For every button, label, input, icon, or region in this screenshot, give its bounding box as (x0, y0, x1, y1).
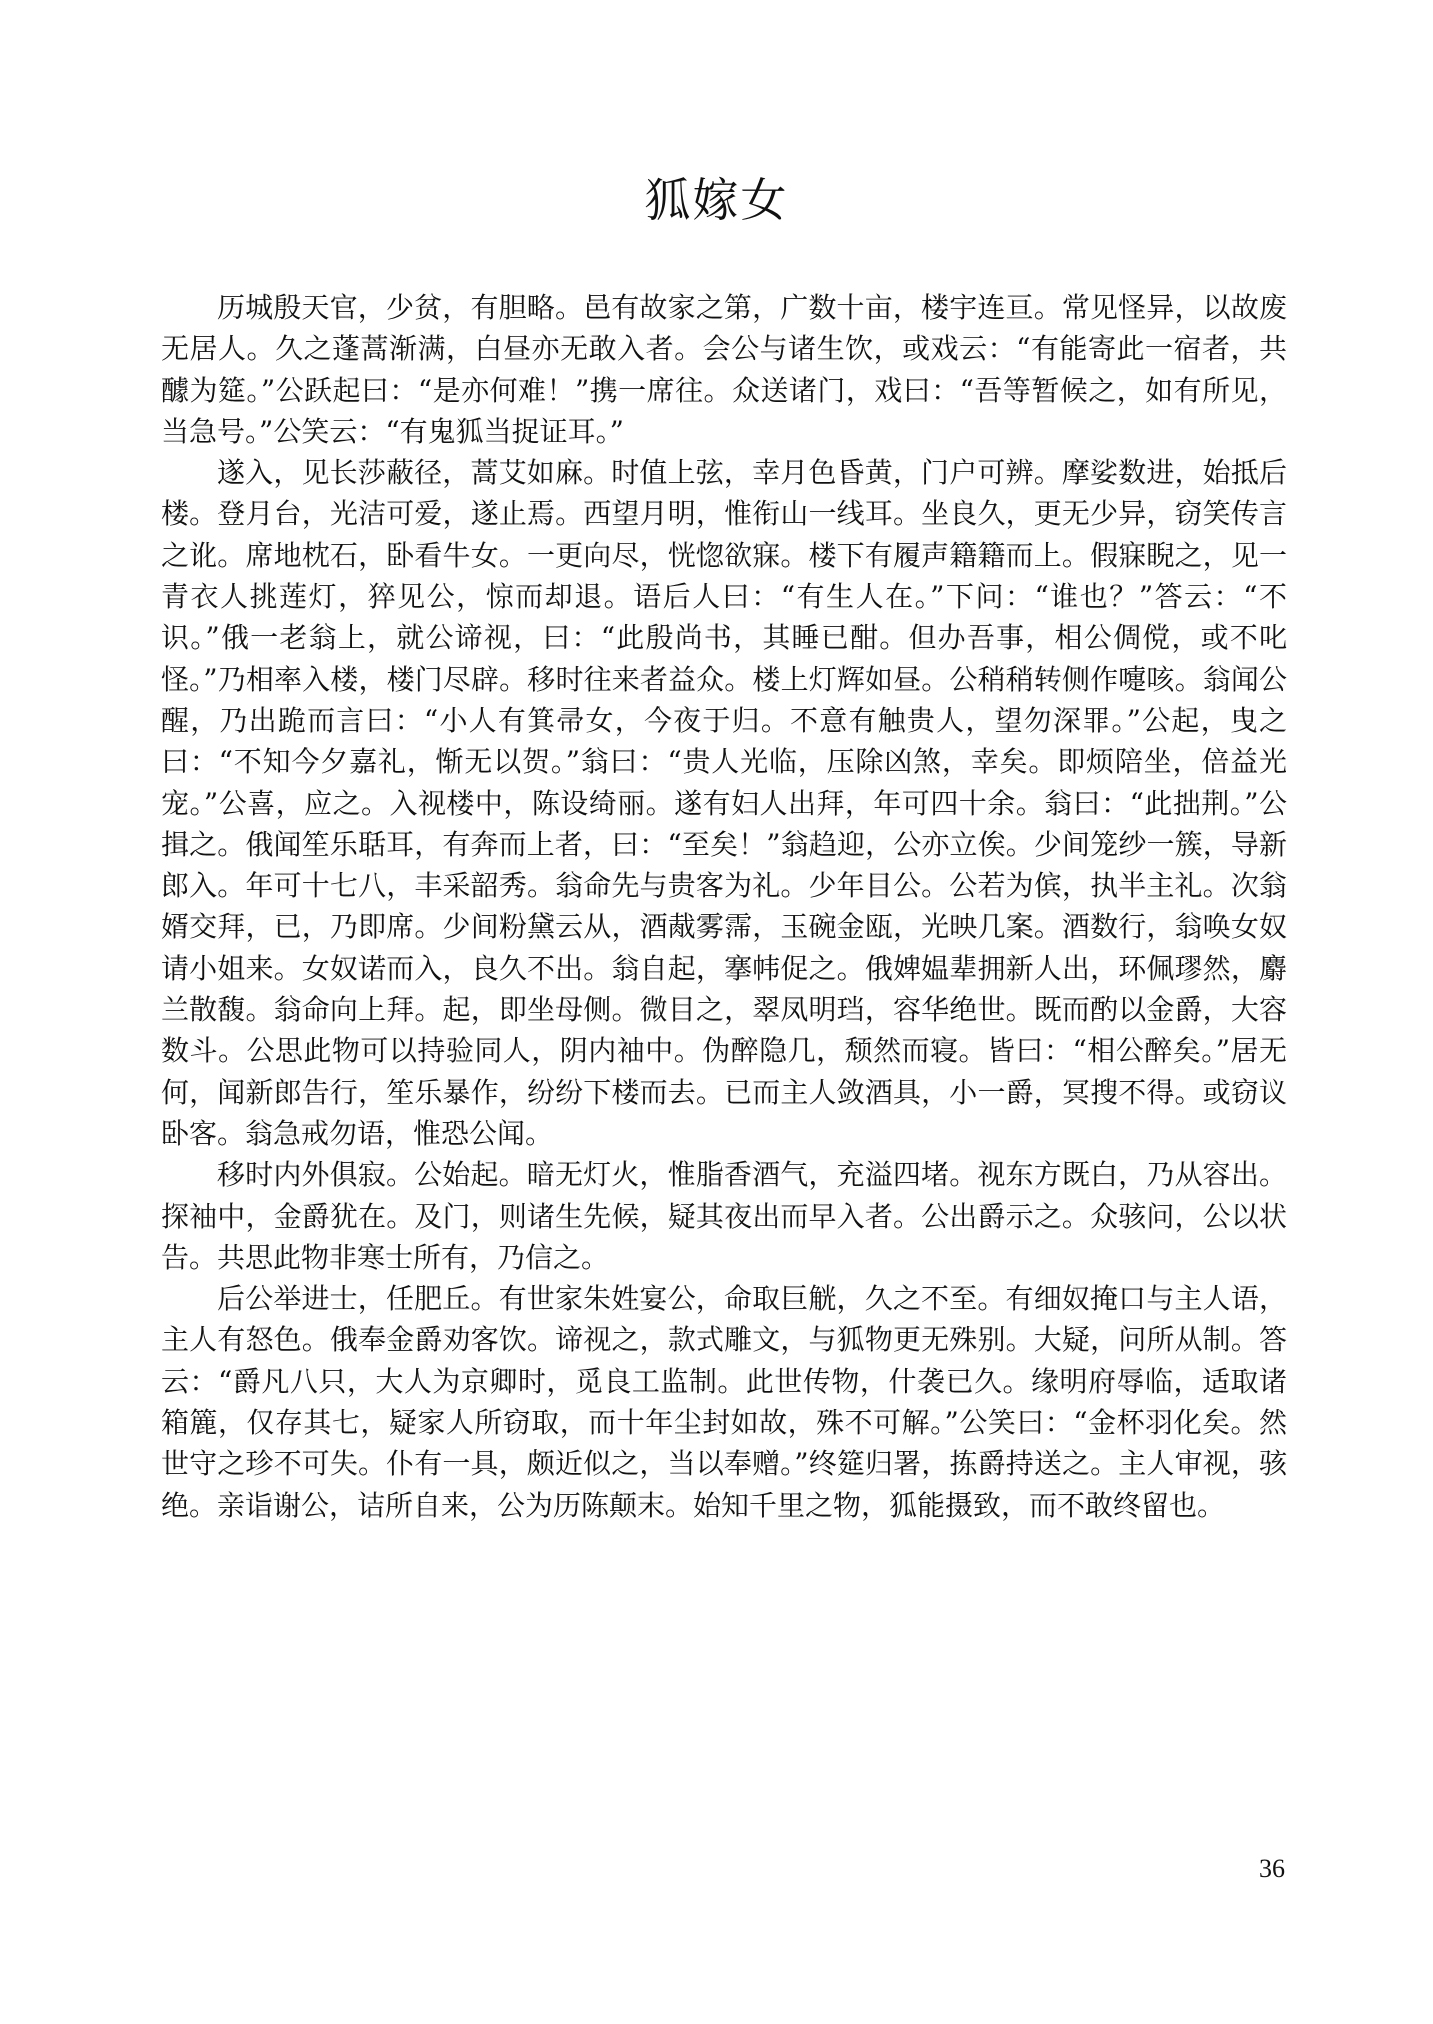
page-number: 36 (1259, 1854, 1285, 1883)
paragraph-4: 后公举进士，任肥丘。有世家朱姓宴公，命取巨觥，久之不至。有细奴掩口与主人语，主人有怒色。俄奉金爵劝客饮。谛视之，款式雕文，与狐物更无殊别。大疑，问所从制。答云：“爵凡八只，大人为京卿时，觅良工监制。此世传物，什袭已久。缘明府辱临，适取诸箱簏，仅存其七，疑家人所窃取，而十年尘封如故，殊不可解。”公笑曰：“金杯羽化矣。然世守之珍不可失。仆有一具，颇近似之，当以奉赠。”终筵归署，拣爵持送之。主人审视，骇绝。亲诣谢公，诘所自来，公为历陈颠末。始知千里之物，狐能摄致，而不敢终留也。 (161, 1282, 1287, 1522)
document-body (161, 287, 1287, 1526)
document-title: 狐嫁女 (644, 173, 789, 227)
paragraph-2: 遂入，见长莎蔽径，蒿艾如麻。时值上弦，幸月色昏黄，门户可辨。摩娑数进，始抵后楼。登月台，光洁可爱，遂止焉。西望月明，惟衔山一线耳。坐良久，更无少异，窃笑传言之讹。席地枕石，卧看牛女。一更向尽，恍惚欲寐。楼下有履声籍籍而上。假寐睨之，见一青衣人挑莲灯，猝见公，惊而却退。语后人曰：“有生人在。”下问：“谁也？”答云：“不识。”俄一老翁上，就公谛视，曰：“此殷尚书，其睡已酣。但办吾事，相公倜傥，或不叱怪。”乃相率入楼，楼门尽辟。移时往来者益众。楼上灯辉如昼。公稍稍转侧作嚏咳。翁闻公醒，乃出跪而言曰：“小人有箕帚女，今夜于归。不意有触贵人，望勿深罪。”公起，曳之曰：“不知今夕嘉礼，惭无以贺。”翁曰：“贵人光临，压除凶煞，幸矣。即烦陪坐，倍益光宠。”公喜，应之。入视楼中，陈设绮丽。遂有妇人出拜，年可四十余。翁曰：“此拙荆。”公揖之。俄闻笙乐聒耳，有奔而上者，曰：“至矣！”翁趋迎，公亦立俟。少间笼纱一簇，导新郎入。年可十七八，丰采韶秀。翁命先与贵客为礼。少年目公。公若为傧，执半主礼。次翁婿交拜，已，乃即席。少间粉黛云从，酒胾雾霈，玉碗金瓯，光映几案。酒数行，翁唤女奴请小姐来。女奴诺而入，良久不出。翁自起，搴帏促之。俄婢媪辈拥新人出，环佩璆然，麝兰散馥。翁命向上拜。起，即坐母侧。微目之，翠凤明珰，容华绝世。既而酌以金爵，大容数斗。公思此物可以持验同人，阴内袖中。伪醉隐几，颓然而寝。皆曰：“相公醉矣。”居无何，闻新郎告行，笙乐暴作，纷纷下楼而去。已而主人敛酒具，小一爵，冥搜不得。或窃议卧客。翁急戒勿语，惟恐公闻。 (161, 456, 1287, 1150)
paragraph-1: 历城殷天官，少贫，有胆略。邑有故家之第，广数十亩，楼宇连亘。常见怪异，以故废无居人。久之蓬蒿渐满，白昼亦无敢入者。会公与诸生饮，或戏云：“有能寄此一宿者，共醵为筵。”公跃起曰：“是亦何难！”携一席往。众送诸门，戏曰：“吾等暂候之，如有所见，当急号。”公笑云：“有鬼狐当捉证耳。” (161, 291, 1287, 448)
paragraph-3: 移时内外俱寂。公始起。暗无灯火，惟脂香酒气，充溢四堵。视东方既白，乃从容出。探袖中，金爵犹在。及门，则诸生先候，疑其夜出而早入者。公出爵示之。众骇问，公以状告。共思此物非寒士所有，乃信之。 (161, 1158, 1287, 1274)
